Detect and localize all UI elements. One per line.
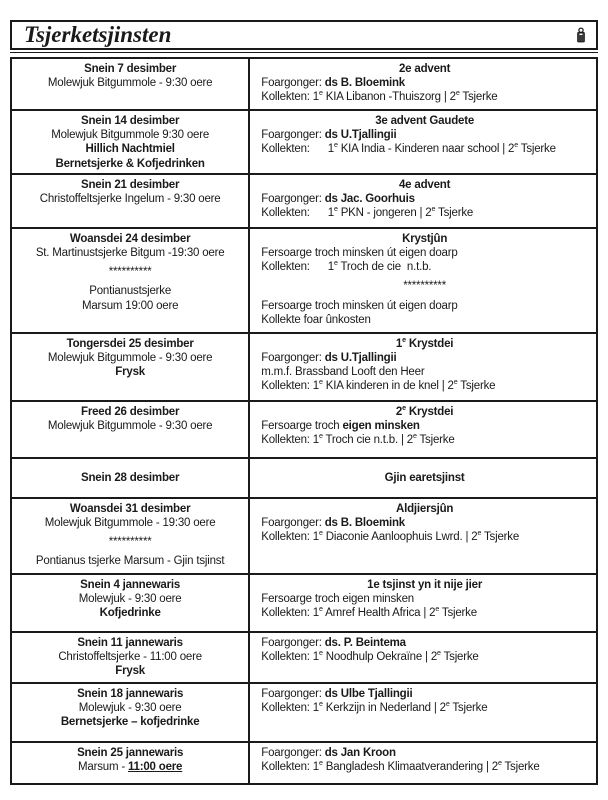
table-row (12, 633, 596, 684)
service-details-cell (250, 334, 596, 400)
detail-line: Fersoarge troch minsken út eigen doarp (261, 299, 458, 312)
service-details-cell (250, 575, 596, 631)
detail-line: Foargonger: ds U.Tjallingii (261, 129, 397, 142)
event-title: 1e tsjinst yn it nije jier (367, 578, 483, 591)
event-title: Gjin earetsjinst (384, 472, 465, 485)
detail-line: Pontianustsjerke (89, 285, 172, 298)
date-location-cell (12, 633, 250, 682)
detail-line: Molewjuk Bitgummole - 9:30 oere (47, 420, 213, 433)
event-title: 1e Krystdei (395, 335, 454, 350)
table-row (12, 743, 596, 783)
date-location-cell (12, 684, 250, 741)
service-details-cell (250, 499, 596, 573)
table-row (12, 499, 596, 575)
separator-asterisks: ********** (108, 266, 152, 279)
detail-line: Pontianus tsjerke Marsum - Gjin tsjinst (35, 555, 225, 568)
date-location-cell (12, 334, 250, 400)
detail-line: Hillich Nachtmiel (85, 143, 175, 156)
date-label: Snein 14 desimber (81, 115, 180, 127)
date-label: Woansdei 31 desimber (69, 502, 191, 515)
detail-line: Bernetsjerke & Kofjedrinken (55, 157, 205, 170)
event-title: 3e advent Gaudete (375, 115, 475, 127)
detail-line: Kollekten: 1e Kerkzijn in Nederland | 2e Tsjerke (261, 700, 488, 715)
detail-line: Kollekten: 1e KIA Libanon -Thuiszorg | 2e Tsjerke (261, 89, 498, 104)
date-location-cell (12, 111, 250, 173)
detail-line: Fersoarge troch eigen minsken (261, 593, 414, 606)
detail-line: Marsum - 11:00 oere (78, 761, 183, 774)
date-location-cell (12, 743, 250, 783)
service-details-cell (250, 59, 596, 109)
date-label: Snein 4 jannewaris (80, 578, 181, 591)
detail-line: Molewjuk Bitgummole - 19:30 oere (44, 517, 216, 530)
detail-line: Foargonger: ds Jan Kroon (261, 746, 396, 759)
detail-line: Kofjedrinke (99, 607, 161, 620)
detail-line: Molewjuk Bitgummole - 9:30 oere (47, 352, 213, 365)
page-title: Tsjerketsjinsten (24, 22, 172, 47)
date-label: Freed 26 desimber (81, 405, 180, 418)
detail-line: Bernetsjerke – kofjedrinke (60, 716, 200, 729)
event-title: Aldjiersjûn (396, 502, 454, 515)
separator-asterisks: ********** (403, 280, 446, 293)
detail-line: Kollekten: 1e PKN - jongeren | 2e Tsjerke (261, 205, 474, 220)
detail-line: Fersoarge troch minsken út eigen doarp (261, 247, 458, 260)
event-title: 4e advent (398, 178, 451, 191)
detail-line: Kollekten: 1e Troch de cie n.t.b. (261, 259, 432, 274)
detail-line: Molewjuk - 9:30 oere (78, 702, 182, 715)
date-label: Snein 18 jannewaris (77, 687, 184, 700)
table-row (12, 402, 596, 459)
service-details-cell (250, 402, 596, 457)
service-details-cell (250, 111, 596, 173)
table-row (12, 229, 596, 334)
event-title: 2e Krystdei (395, 403, 454, 418)
date-label: Snein 7 desimber (84, 63, 177, 75)
detail-line: Foargonger: ds Ulbe Tjallingii (261, 687, 413, 700)
detail-line: Kollekte foar ûnkosten (261, 313, 371, 326)
detail-line: Fersoarge troch eigen minsken (261, 420, 420, 433)
detail-line: St. Martinustsjerke Bitgum -19:30 oere (35, 247, 225, 260)
detail-line: Christoffeltsjerke - 11:00 oere (58, 651, 202, 664)
service-details-cell (250, 175, 596, 227)
table-row (12, 459, 596, 499)
service-details-cell (250, 229, 596, 332)
title-divider (10, 52, 598, 53)
detail-line: Foargonger: ds B. Bloemink (261, 517, 405, 530)
date-location-cell (12, 229, 250, 332)
service-details-cell (250, 684, 596, 741)
detail-line: Molewjuk Bitgummole - 9:30 oere (47, 77, 213, 90)
padlock-icon (576, 27, 586, 43)
date-label: Tongersdei 25 desimber (66, 337, 194, 350)
detail-line: Marsum 19:00 oere (81, 299, 179, 312)
table-row (12, 684, 596, 743)
service-details-cell (250, 633, 596, 682)
table-row (12, 175, 596, 229)
table-row (12, 334, 596, 402)
detail-line: Kollekten: 1e KIA India - Kinderen naar school | 2e Tsjerke (261, 141, 556, 156)
title-bar (10, 20, 598, 50)
event-title: Krystjûn (402, 232, 448, 245)
service-details-cell (250, 459, 596, 497)
detail-line: Foargonger: ds. P. Beintema (261, 636, 406, 649)
date-location-cell (12, 459, 250, 497)
detail-line: Foargonger: ds B. Bloemink (261, 77, 405, 90)
detail-line: Christoffeltsjerke Ingelum - 9:30 oere (39, 193, 221, 206)
date-location-cell (12, 499, 250, 573)
detail-line: Molewjuk Bitgummole 9:30 oere (51, 129, 210, 142)
date-location-cell (12, 175, 250, 227)
detail-line: Foargonger: ds U.Tjallingii (261, 352, 397, 365)
date-label: Woansdei 24 desimber (69, 232, 191, 245)
detail-line: m.m.f. Brassband Looft den Heer (261, 366, 425, 379)
separator-asterisks: ********** (108, 536, 152, 549)
detail-line: Kollekten: 1e Troch cie n.t.b. | 2e Tsjerke (261, 432, 455, 447)
table-row (12, 59, 596, 111)
document-page (10, 20, 598, 785)
detail-line: Molewjuk - 9:30 oere (78, 593, 182, 606)
table-row (12, 111, 596, 175)
schedule-table (10, 57, 598, 785)
service-details-cell (250, 743, 596, 783)
detail-line: Frysk (115, 366, 145, 379)
event-title: 2e advent (398, 63, 451, 75)
date-location-cell (12, 402, 250, 457)
date-label: Snein 21 desimber (81, 178, 180, 191)
detail-line: Kollekten: 1e Bangladesh Klimaatverandering | 2e Tsjerke (261, 759, 540, 774)
detail-line: Kollekten: 1e KIA kinderen in de knel | 2e Tsjerke (261, 378, 496, 393)
detail-line: Frysk (115, 665, 145, 678)
date-label: Snein 28 desimber (81, 472, 180, 485)
table-row (12, 575, 596, 633)
detail-line: Kollekten: 1e Diaconie Aanloophuis Lwrd. | 2e Tsjerke (261, 529, 520, 544)
date-label: Snein 11 jannewaris (77, 636, 183, 649)
date-location-cell (12, 575, 250, 631)
detail-line: Foargonger: ds Jac. Goorhuis (261, 193, 415, 206)
date-location-cell (12, 59, 250, 109)
date-label: Snein 25 jannewaris (77, 746, 184, 759)
detail-line: Kollekten: 1e Noodhulp Oekraïne | 2e Tsjerke (261, 649, 479, 664)
detail-line: Kollekten: 1e Amref Health Africa | 2e Tsjerke (261, 605, 477, 620)
